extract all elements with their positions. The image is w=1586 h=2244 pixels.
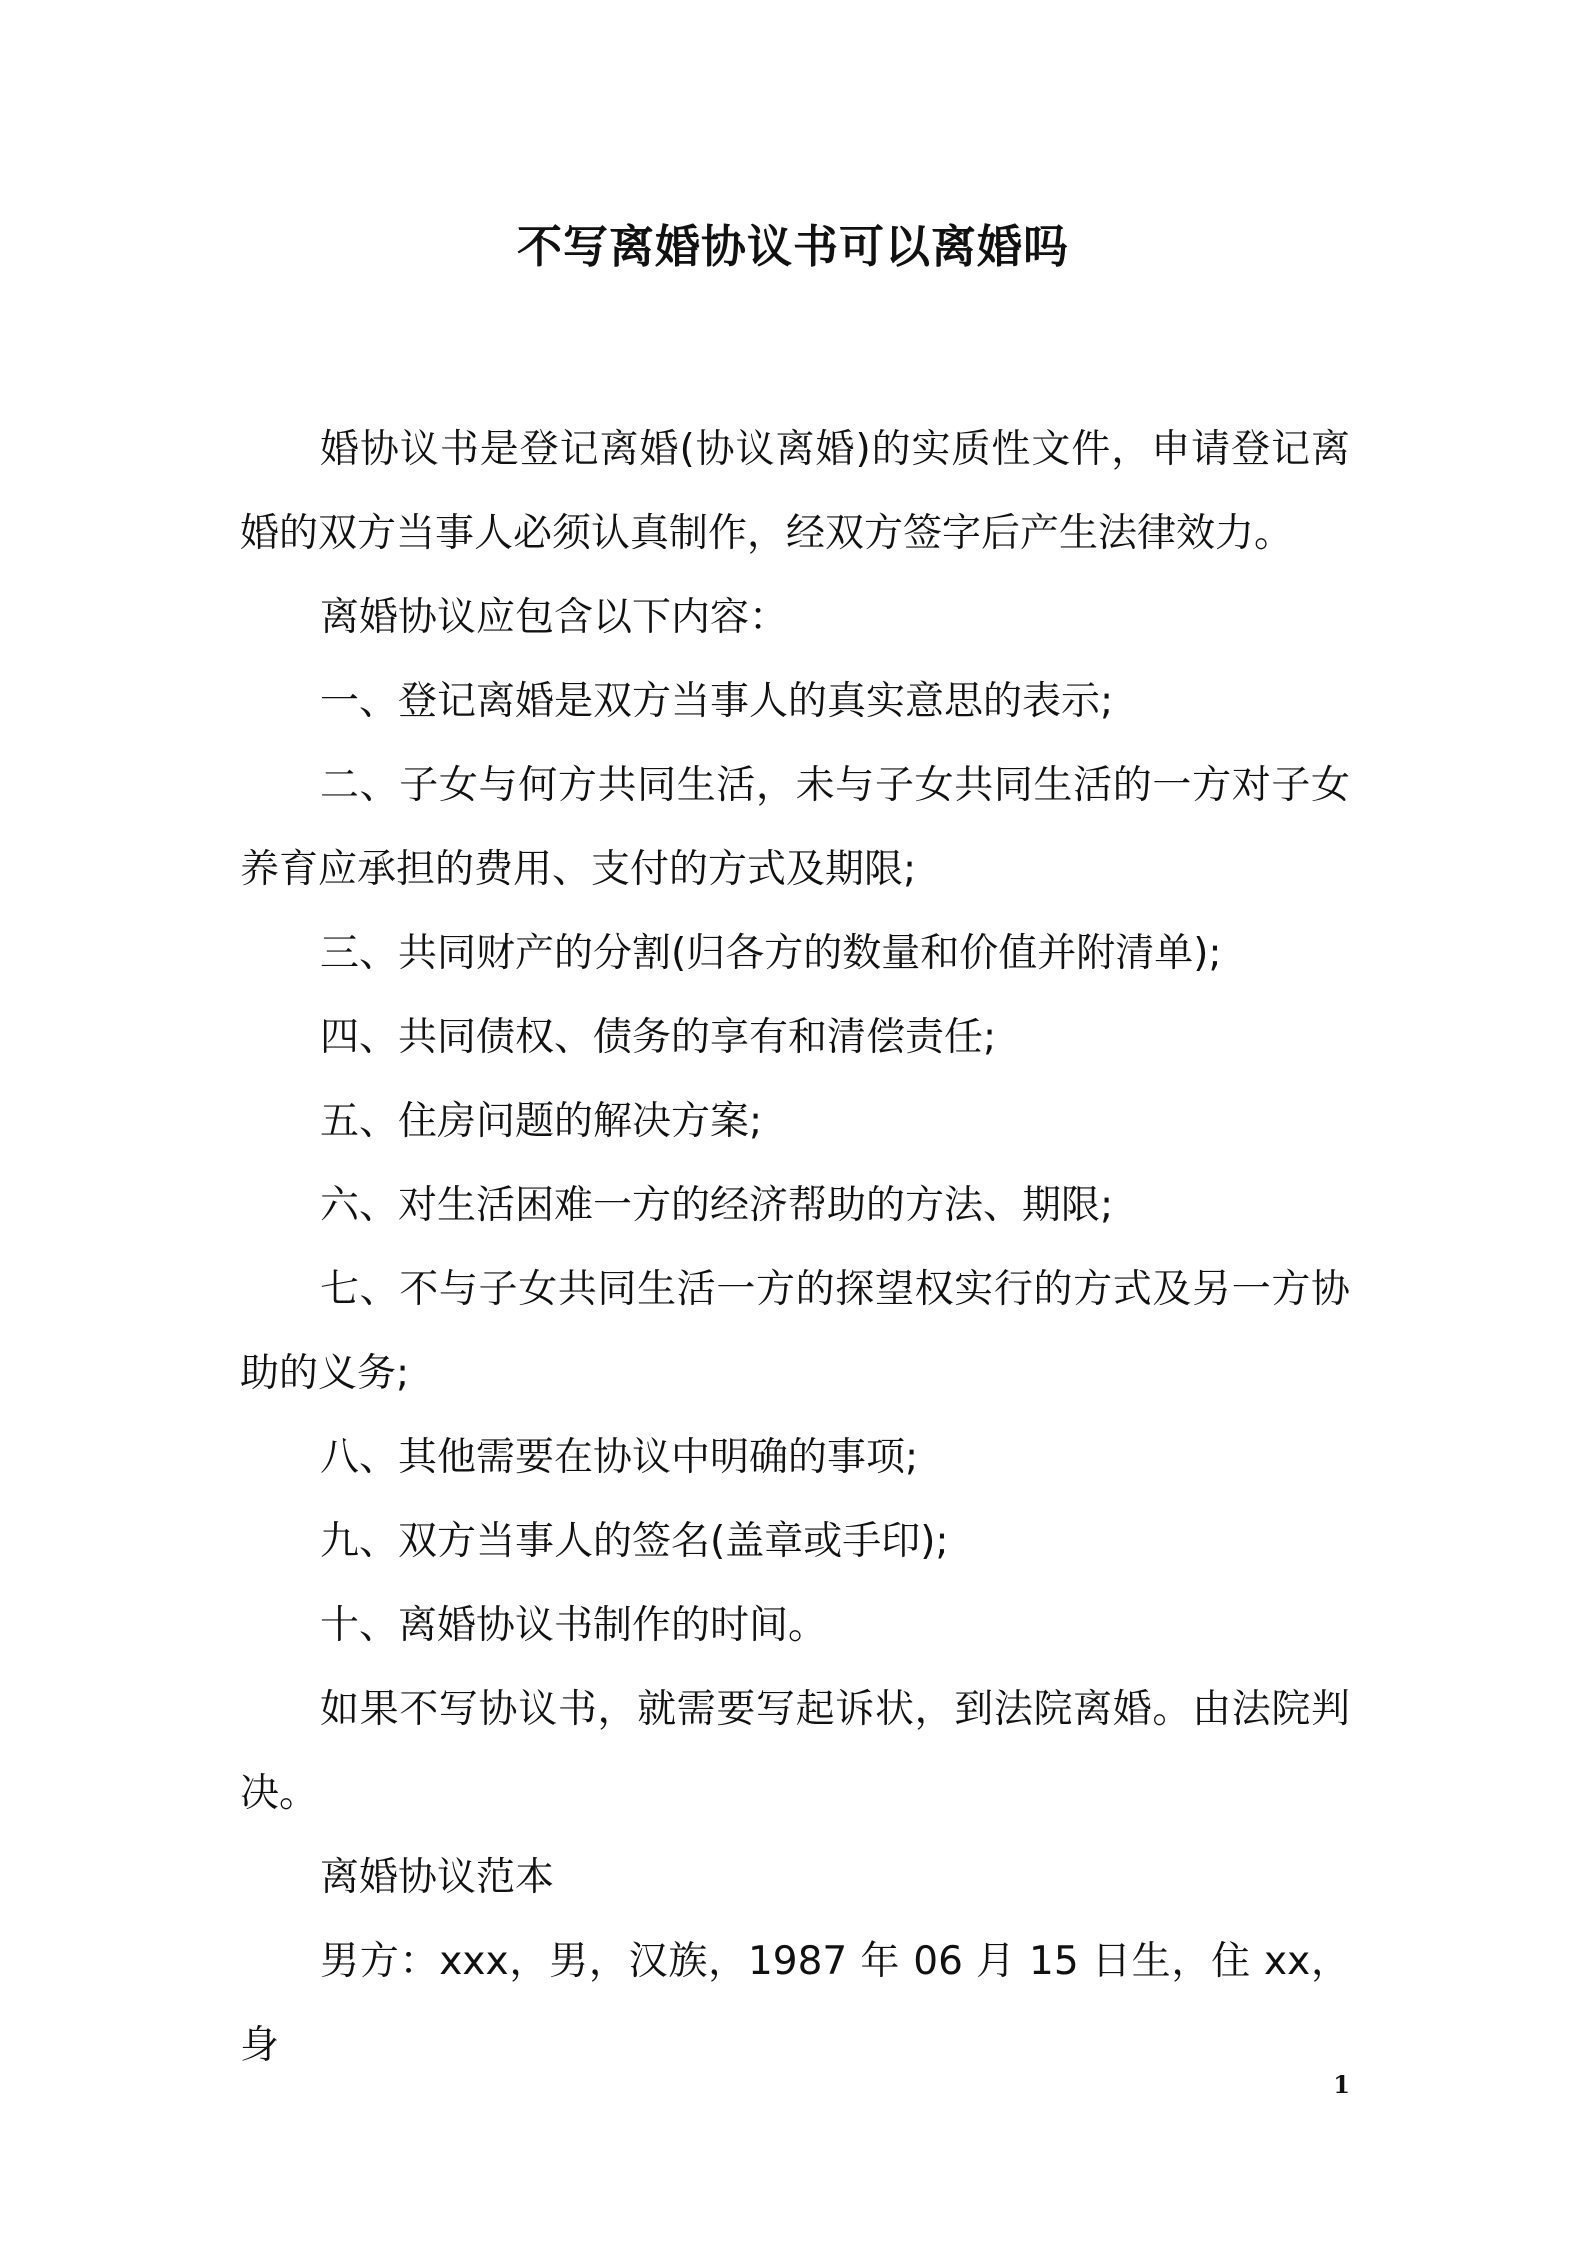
paragraph-template-heading: 离婚协议范本	[320, 1855, 555, 1900]
paragraph-male-party: 男方：xxx，男，汉族，1987 年 06 月 15 日生，住 xx，身	[240, 1939, 1350, 2068]
page-title: 不写离婚协议书可以离婚吗	[516, 220, 1069, 273]
paragraph-lawsuit: 如果不写协议书，就需要写起诉状，到法院离婚。由法院判决。	[240, 1687, 1350, 1816]
document-body	[240, 408, 1350, 2088]
list-item-10: 十、离婚协议书制作的时间。	[320, 1603, 828, 1648]
paragraph-contents-heading: 离婚协议应包含以下内容：	[320, 595, 789, 640]
list-item-1: 一、登记离婚是双方当事人的真实意思的表示;	[320, 679, 1114, 724]
list-item-4: 四、共同债权、债务的享有和清偿责任;	[320, 1015, 997, 1060]
list-item-2: 二、子女与何方共同生活，未与子女共同生活的一方对子女养育应承担的费用、支付的方式及期限;	[240, 763, 1350, 892]
list-item-6: 六、对生活困难一方的经济帮助的方法、期限;	[320, 1183, 1114, 1228]
paragraph-intro: 婚协议书是登记离婚(协议离婚)的实质性文件，申请登记离婚的双方当事人必须认真制作，经双方签字后产生法律效力。	[240, 427, 1350, 556]
list-item-3: 三、共同财产的分割(归各方的数量和价值并附清单);	[320, 931, 1222, 976]
list-item-5: 五、住房问题的解决方案;	[320, 1099, 763, 1144]
list-item-7: 七、不与子女共同生活一方的探望权实行的方式及另一方协助的义务;	[240, 1267, 1350, 1396]
list-item-8: 八、其他需要在协议中明确的事项;	[320, 1435, 919, 1480]
list-item-9: 九、双方当事人的签名(盖章或手印);	[320, 1519, 949, 1564]
page-number: 1	[1333, 2070, 1350, 2099]
